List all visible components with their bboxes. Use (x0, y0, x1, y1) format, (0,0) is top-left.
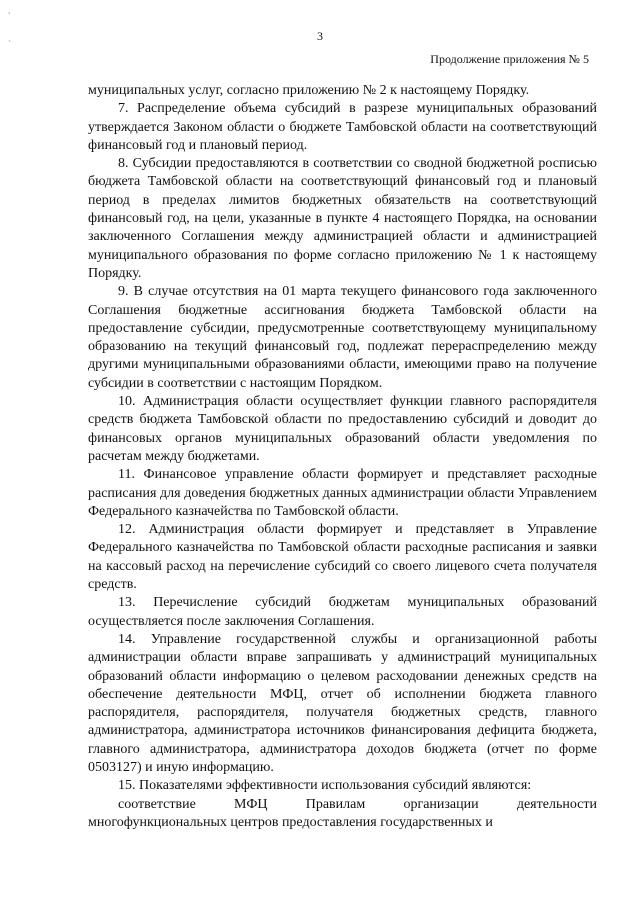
paragraph-14: 14. Управление государственной службы и организационной работы администрации области вправе запрашивать у администраций муниципальных образований области информацию о целевом расходовании денежных средств на обеспечение деятельности МФЦ, отчет об исполнении бюджета главного распорядителя, распорядителя, получателя бюджетных средств, главного администратора, администратора источников финансирования дефицита бюджета, главного администратора, администратора доходов бюджета (отчет по форме 0503127) и иную информацию. (88, 631, 597, 775)
paragraph-13: 13. Перечисление субсидий бюджетам муниципальных образований осуществляется после заключения Соглашения. (88, 595, 597, 629)
paragraph-10: 10. Администрация области осуществляет функции главного распорядителя средств бюджета Тамбовской области по предоставлению субсидий и доводит до финансовых органов муниципальных образований области уведомления по расчетам между бюджетами. (88, 394, 597, 464)
paragraph-15: 15. Показателями эффективности использования субсидий являются: (118, 778, 532, 794)
paragraph-15-item: соответствие МФЦ Правилам организации деятельности многофункциональных центров предоставления государственных и (88, 796, 597, 830)
paragraph-12: 12. Администрация области формирует и представляет в Управление Федерального казначейства по Тамбовской области расходные расписания и заявки на кассовый расход на перечисление субсидий со своего лицевого счета получателя средств. (88, 522, 597, 593)
paragraph-continuation: муниципальных услуг, согласно приложению № 2 к настоящему Порядку. (88, 83, 530, 98)
paragraph-7: 7. Распределение объема субсидий в разрезе муниципальных образований утверждается Законом области о бюджете Тамбовской области на соответствующий финансовый год и плановый период. (88, 101, 597, 153)
margin-mark: ˋ (8, 40, 12, 51)
document-body (88, 82, 597, 832)
paragraph-9: 9. В случае отсутствия на 01 марта текущего финансового года заключенного Соглашения бюджетные ассигнования бюджета Тамбовской области на предоставление субсидии, предусмотренные соответствующему муниципальному образованию на текущий финансовый год, подлежат перераспределению между другими муниципальными образованиями области, имеющими право на получение субсидии в соответствии с настоящим Порядком. (88, 284, 597, 391)
appendix-note: Продолжение приложения № 5 (430, 52, 589, 66)
paragraph-11: 11. Финансовое управление области формирует и представляет расходные расписания для доведения бюджетных данных администрации области Управлением Федерального казначейства по Тамбовской области. (88, 467, 597, 519)
margin-mark: ‵ (8, 12, 11, 23)
paragraph-8: 8. Субсидии предоставляются в соответствии со сводной бюджетной росписью бюджета Тамбовской области на соответствующий финансовый год и плановый период в пределах лимитов бюджетных обязательств на соответствующий финансовый год, на цели, указанные в пункте 4 настоящего Порядка, на основании заключенного Соглашения между администрацией области и администрацией муниципального образования по форме согласно приложению № 1 к настоящему Порядку. (88, 156, 597, 281)
page-number: 3 (317, 29, 323, 43)
